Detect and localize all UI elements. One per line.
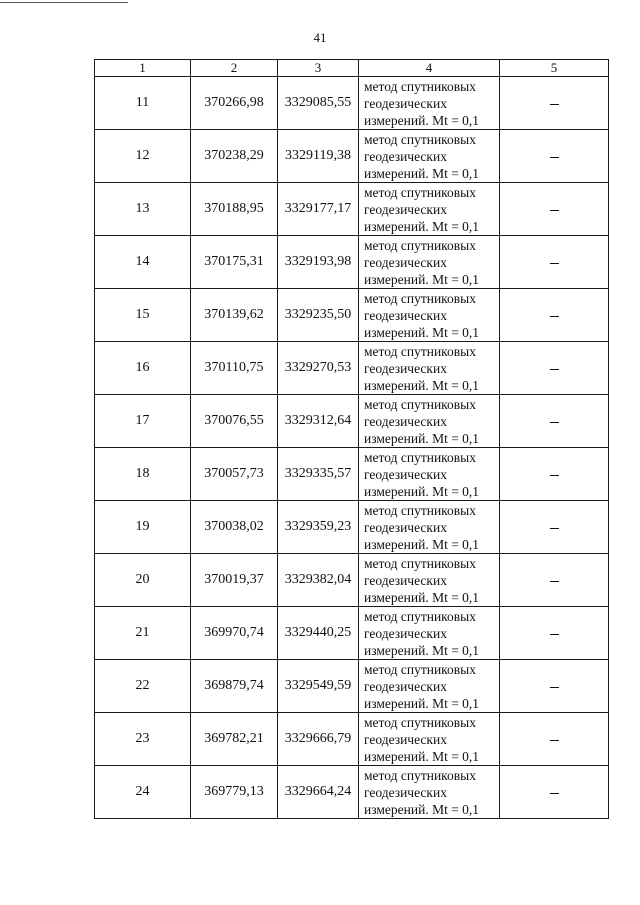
method-cell xyxy=(359,713,500,766)
method-cell xyxy=(359,130,500,183)
column-5-cell xyxy=(500,607,609,660)
method-line: геодезических xyxy=(364,307,447,323)
method-line: измерений. Mt = 0,1 xyxy=(364,324,480,340)
y-coordinate-cell: 3329664,24 xyxy=(278,766,359,819)
dash-mark xyxy=(550,263,559,264)
method-line: геодезических xyxy=(364,625,447,641)
dash-mark xyxy=(550,369,559,370)
method-line: метод спутниковых xyxy=(364,343,476,359)
method-cell xyxy=(359,660,500,713)
y-coordinate-cell: 3329085,55 xyxy=(278,77,359,130)
point-number-cell: 16 xyxy=(95,342,191,395)
point-number-cell: 12 xyxy=(95,130,191,183)
y-coordinate-cell: 3329235,50 xyxy=(278,289,359,342)
y-coordinate-cell: 3329440,25 xyxy=(278,607,359,660)
x-coordinate-cell: 370057,73 xyxy=(191,448,278,501)
dash-mark xyxy=(550,634,559,635)
method-line: метод спутниковых xyxy=(364,131,476,147)
point-number-cell: 23 xyxy=(95,713,191,766)
method-line: измерений. Mt = 0,1 xyxy=(364,377,480,393)
method-line: измерений. Mt = 0,1 xyxy=(364,165,480,181)
dash-mark xyxy=(550,687,559,688)
table-row xyxy=(95,554,609,607)
column-5-cell xyxy=(500,236,609,289)
method-line: измерений. Mt = 0,1 xyxy=(364,642,480,658)
point-number-cell: 20 xyxy=(95,554,191,607)
header-col-4: 4 xyxy=(359,60,500,77)
method-line: измерений. Mt = 0,1 xyxy=(364,483,480,499)
table-row xyxy=(95,713,609,766)
column-5-cell xyxy=(500,660,609,713)
column-5-cell xyxy=(500,395,609,448)
method-cell xyxy=(359,766,500,819)
dash-mark xyxy=(550,422,559,423)
method-line: метод спутниковых xyxy=(364,714,476,730)
method-line: метод спутниковых xyxy=(364,449,476,465)
table-row xyxy=(95,236,609,289)
method-line: измерений. Mt = 0,1 xyxy=(364,218,480,234)
table-row xyxy=(95,183,609,236)
x-coordinate-cell: 370238,29 xyxy=(191,130,278,183)
x-coordinate-cell: 370110,75 xyxy=(191,342,278,395)
method-line: измерений. Mt = 0,1 xyxy=(364,271,480,287)
method-line: измерений. Mt = 0,1 xyxy=(364,695,480,711)
point-number-cell: 22 xyxy=(95,660,191,713)
header-col-1: 1 xyxy=(95,60,191,77)
x-coordinate-cell: 369782,21 xyxy=(191,713,278,766)
y-coordinate-cell: 3329382,04 xyxy=(278,554,359,607)
dash-mark xyxy=(550,157,559,158)
x-coordinate-cell: 370019,37 xyxy=(191,554,278,607)
method-line: геодезических xyxy=(364,148,447,164)
y-coordinate-cell: 3329119,38 xyxy=(278,130,359,183)
dash-mark xyxy=(550,475,559,476)
method-line: метод спутниковых xyxy=(364,502,476,518)
method-line: метод спутниковых xyxy=(364,184,476,200)
method-line: измерений. Mt = 0,1 xyxy=(364,112,480,128)
y-coordinate-cell: 3329193,98 xyxy=(278,236,359,289)
dash-mark xyxy=(550,104,559,105)
method-line: метод спутниковых xyxy=(364,237,476,253)
column-5-cell xyxy=(500,130,609,183)
table-row xyxy=(95,395,609,448)
method-cell xyxy=(359,342,500,395)
method-line: метод спутниковых xyxy=(364,767,476,783)
y-coordinate-cell: 3329177,17 xyxy=(278,183,359,236)
point-number-cell: 14 xyxy=(95,236,191,289)
y-coordinate-cell: 3329270,53 xyxy=(278,342,359,395)
method-line: метод спутниковых xyxy=(364,290,476,306)
column-5-cell xyxy=(500,554,609,607)
method-cell xyxy=(359,77,500,130)
x-coordinate-cell: 369879,74 xyxy=(191,660,278,713)
y-coordinate-cell: 3329359,23 xyxy=(278,501,359,554)
method-cell xyxy=(359,501,500,554)
coordinates-table xyxy=(94,59,609,819)
method-line: метод спутниковых xyxy=(364,608,476,624)
method-line: измерений. Mt = 0,1 xyxy=(364,748,480,764)
method-cell xyxy=(359,448,500,501)
table-row xyxy=(95,607,609,660)
method-line: геодезических xyxy=(364,360,447,376)
point-number-cell: 18 xyxy=(95,448,191,501)
column-5-cell xyxy=(500,501,609,554)
method-line: геодезических xyxy=(364,731,447,747)
point-number-cell: 11 xyxy=(95,77,191,130)
table-row xyxy=(95,660,609,713)
column-5-cell xyxy=(500,183,609,236)
table-row xyxy=(95,342,609,395)
header-col-3: 3 xyxy=(278,60,359,77)
x-coordinate-cell: 370266,98 xyxy=(191,77,278,130)
method-line: измерений. Mt = 0,1 xyxy=(364,430,480,446)
method-line: метод спутниковых xyxy=(364,555,476,571)
method-line: геодезических xyxy=(364,254,447,270)
method-cell xyxy=(359,289,500,342)
x-coordinate-cell: 370139,62 xyxy=(191,289,278,342)
x-coordinate-cell: 370076,55 xyxy=(191,395,278,448)
method-line: метод спутниковых xyxy=(364,661,476,677)
method-line: геодезических xyxy=(364,519,447,535)
table-row xyxy=(95,766,609,819)
table-header xyxy=(95,60,609,77)
method-line: геодезических xyxy=(364,678,447,694)
x-coordinate-cell: 370038,02 xyxy=(191,501,278,554)
point-number-cell: 19 xyxy=(95,501,191,554)
point-number-cell: 21 xyxy=(95,607,191,660)
column-5-cell xyxy=(500,77,609,130)
y-coordinate-cell: 3329549,59 xyxy=(278,660,359,713)
point-number-cell: 17 xyxy=(95,395,191,448)
table-row xyxy=(95,448,609,501)
column-5-cell xyxy=(500,766,609,819)
table-row xyxy=(95,501,609,554)
dash-mark xyxy=(550,793,559,794)
header-col-2: 2 xyxy=(191,60,278,77)
method-line: геодезических xyxy=(364,784,447,800)
method-cell xyxy=(359,236,500,289)
method-cell xyxy=(359,183,500,236)
method-cell xyxy=(359,607,500,660)
method-line: метод спутниковых xyxy=(364,78,476,94)
column-5-cell xyxy=(500,289,609,342)
method-line: измерений. Mt = 0,1 xyxy=(364,536,480,552)
y-coordinate-cell: 3329312,64 xyxy=(278,395,359,448)
x-coordinate-cell: 369970,74 xyxy=(191,607,278,660)
header-row xyxy=(95,60,609,77)
method-line: измерений. Mt = 0,1 xyxy=(364,801,480,817)
dash-mark xyxy=(550,581,559,582)
method-cell xyxy=(359,554,500,607)
method-cell xyxy=(359,395,500,448)
dash-mark xyxy=(550,210,559,211)
method-line: геодезических xyxy=(364,572,447,588)
method-line: геодезических xyxy=(364,466,447,482)
method-line: геодезических xyxy=(364,95,447,111)
dash-mark xyxy=(550,740,559,741)
y-coordinate-cell: 3329335,57 xyxy=(278,448,359,501)
page-number: 41 xyxy=(313,30,327,45)
method-line: геодезических xyxy=(364,413,447,429)
x-coordinate-cell: 370188,95 xyxy=(191,183,278,236)
page-corner-rule xyxy=(0,2,128,3)
x-coordinate-cell: 370175,31 xyxy=(191,236,278,289)
y-coordinate-cell: 3329666,79 xyxy=(278,713,359,766)
column-5-cell xyxy=(500,713,609,766)
table-row xyxy=(95,130,609,183)
method-line: геодезических xyxy=(364,201,447,217)
column-5-cell xyxy=(500,448,609,501)
point-number-cell: 15 xyxy=(95,289,191,342)
header-col-5: 5 xyxy=(500,60,609,77)
dash-mark xyxy=(550,528,559,529)
point-number-cell: 24 xyxy=(95,766,191,819)
point-number-cell: 13 xyxy=(95,183,191,236)
method-line: метод спутниковых xyxy=(364,396,476,412)
table-row xyxy=(95,77,609,130)
x-coordinate-cell: 369779,13 xyxy=(191,766,278,819)
table-row xyxy=(95,289,609,342)
dash-mark xyxy=(550,316,559,317)
method-line: измерений. Mt = 0,1 xyxy=(364,589,480,605)
table-body xyxy=(95,77,609,819)
column-5-cell xyxy=(500,342,609,395)
